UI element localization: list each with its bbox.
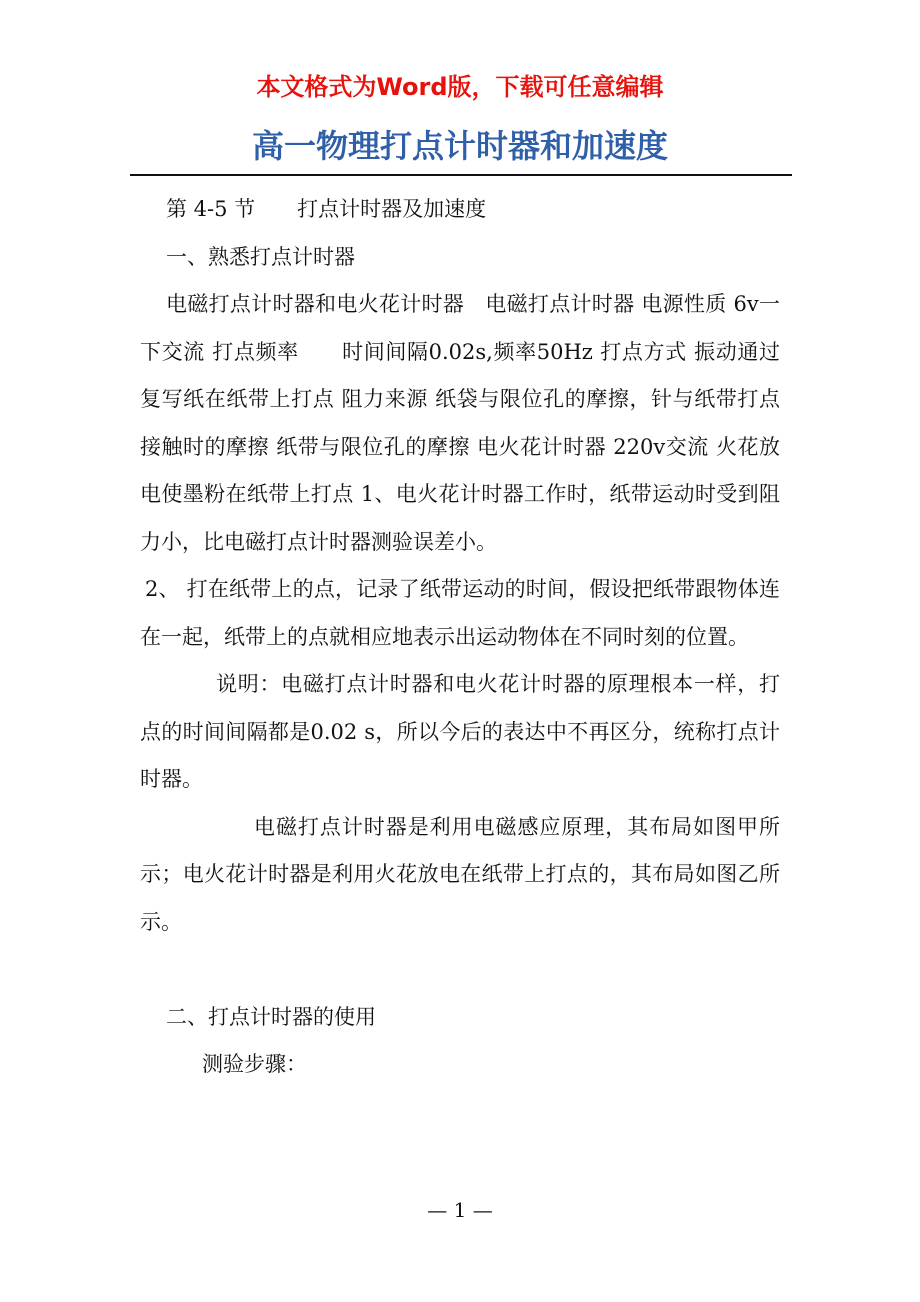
page-title: 高一物理打点计时器和加速度	[251, 127, 668, 165]
paragraph-comparison: 电磁打点计时器和电火花计时器 电磁打点计时器 电源性质 6v一下交流 打点频率 时间间隔0.02s,频率50Hz 打点方式 振动通过复写纸在纸带上打点 阻力来源 纸袋与限位孔的摩擦，针与纸带打点接触时的摩擦 纸带与限位孔的摩擦 电火花计时器 220v交流 火花放电使墨粉在纸带上打点 1、电火花计时器工作时，纸带运动时受到阻力小，比电磁打点计时器测验误差小。	[140, 292, 780, 554]
paragraph-structure: 电磁打点计时器是利用电磁感应原理，其布局如图甲所示；电火花计时器是利用火花放电在纸带上打点的，其布局如图乙所示。	[140, 814, 780, 934]
format-notice: 本文格式为Word版，下载可任意编辑	[256, 73, 664, 101]
document-body	[140, 186, 780, 1089]
section-heading	[140, 186, 780, 234]
section-name: 打点计时器及加速度	[297, 197, 487, 221]
heading-usage: 二、打点计时器的使用	[166, 1004, 376, 1029]
paragraph-note: 说明：电磁打点计时器和电火花计时器的原理根本一样，打点的时间间隔都是0.02 s，所以今后的表达中不再区分，统称打点计时器。	[140, 672, 780, 791]
paragraph-tape-record: 2、 打在纸带上的点，记录了纸带运动的时间，假设把纸带跟物体连在一起，纸带上的点就相应地表示出运动物体在不同时刻的位置。	[140, 577, 780, 649]
title-divider	[130, 174, 792, 176]
steps-label: 测验步骤：	[202, 1052, 307, 1076]
section-number: 第 4-5 节	[166, 197, 256, 221]
page-number: — 1 —	[427, 1198, 493, 1222]
heading-familiarize: 一、熟悉打点计时器	[166, 244, 355, 269]
blank-line	[140, 946, 780, 994]
